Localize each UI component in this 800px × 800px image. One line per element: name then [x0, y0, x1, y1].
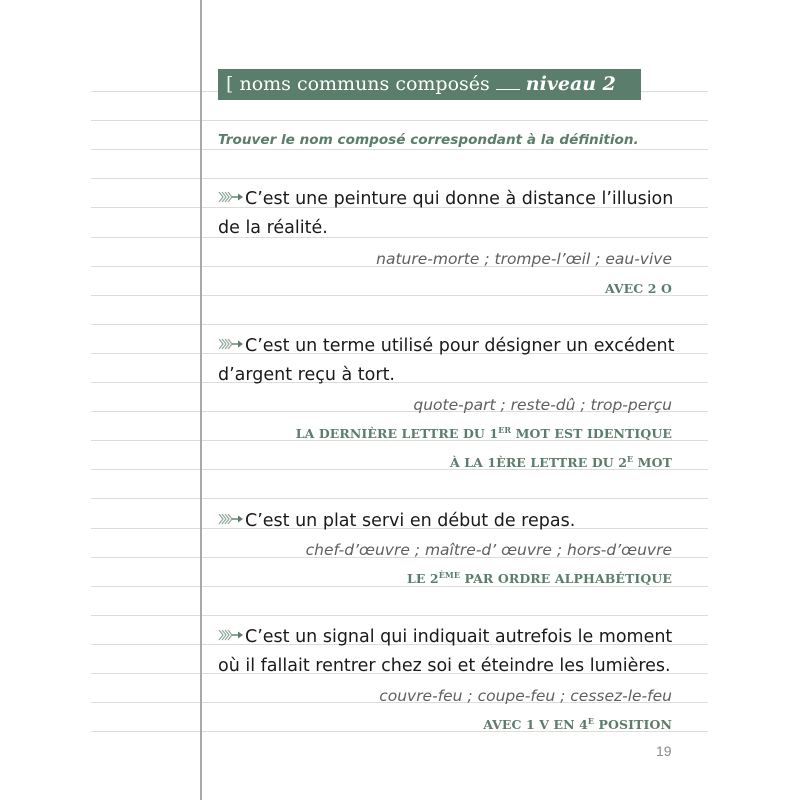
item-4-choices: couvre-feu ; coupe-feu ; cessez-le-feu — [379, 687, 672, 705]
margin-line — [200, 0, 202, 800]
header-dash — [496, 89, 520, 90]
item-3-choices: chef-d’œuvre ; maître-d’ œuvre ; hors-d’œuvre — [305, 541, 672, 559]
item-3-line-1: C’est un plat servi en début de repas. — [218, 511, 673, 531]
rule-line — [91, 498, 708, 499]
rule-line — [91, 178, 708, 179]
item-4-line-1: C’est un signal qui indiquait autrefois le moment — [218, 627, 673, 647]
instruction: Trouver le nom composé correspondant à la définition. — [218, 132, 639, 148]
item-1-choices: nature-morte ; trompe-l’œil ; eau-vive — [376, 250, 672, 268]
rule-line — [91, 615, 708, 616]
item-2-line-1: C’est un terme utilisé pour désigner un excédent — [218, 336, 673, 356]
header-title: noms communs composés — [239, 73, 490, 95]
rule-line — [91, 149, 708, 150]
arrow-icon — [218, 191, 244, 203]
header-bracket: [ — [226, 73, 234, 95]
arrow-icon — [218, 629, 244, 641]
item-2-hint-2: À LA 1ÈRE LETTRE DU $2^E$ MOT — [450, 453, 672, 470]
item-1-hint-1: AVEC 2 O — [604, 281, 672, 296]
hint-superscript: E — [627, 453, 634, 464]
section-header — [218, 69, 641, 100]
arrow-icon — [218, 338, 244, 350]
item-2-hint-1: LA DERNIÈRE LETTRE DU 1ER MOT EST IDENTIQUE — [295, 424, 672, 441]
hint-superscript: E — [587, 715, 595, 726]
hint-superscript: ER — [498, 424, 512, 435]
rule-line — [91, 324, 708, 325]
arrow-icon — [218, 513, 244, 525]
item-3-hint-1: LE 2ÈME PAR ORDRE ALPHABÉTIQUE — [406, 569, 672, 586]
rule-line — [91, 120, 708, 121]
hint-superscript: ÈME — [438, 569, 461, 580]
item-4-line-2: où il fallait rentrer chez soi et éteindre les lumières. — [218, 656, 671, 676]
item-2-line-2: d’argent reçu à tort. — [218, 365, 395, 385]
item-1-line-2: de la réalité. — [218, 218, 328, 238]
header-level: niveau 2 — [525, 73, 616, 95]
item-2-choices: quote-part ; reste-dû ; trop-perçu — [413, 396, 672, 414]
item-4-hint-1: AVEC 1 V EN $4^E$ POSITION — [483, 715, 672, 732]
page-number: 19 — [656, 743, 672, 759]
item-1-line-1: C’est une peinture qui donne à distance l’illusion — [218, 189, 673, 209]
